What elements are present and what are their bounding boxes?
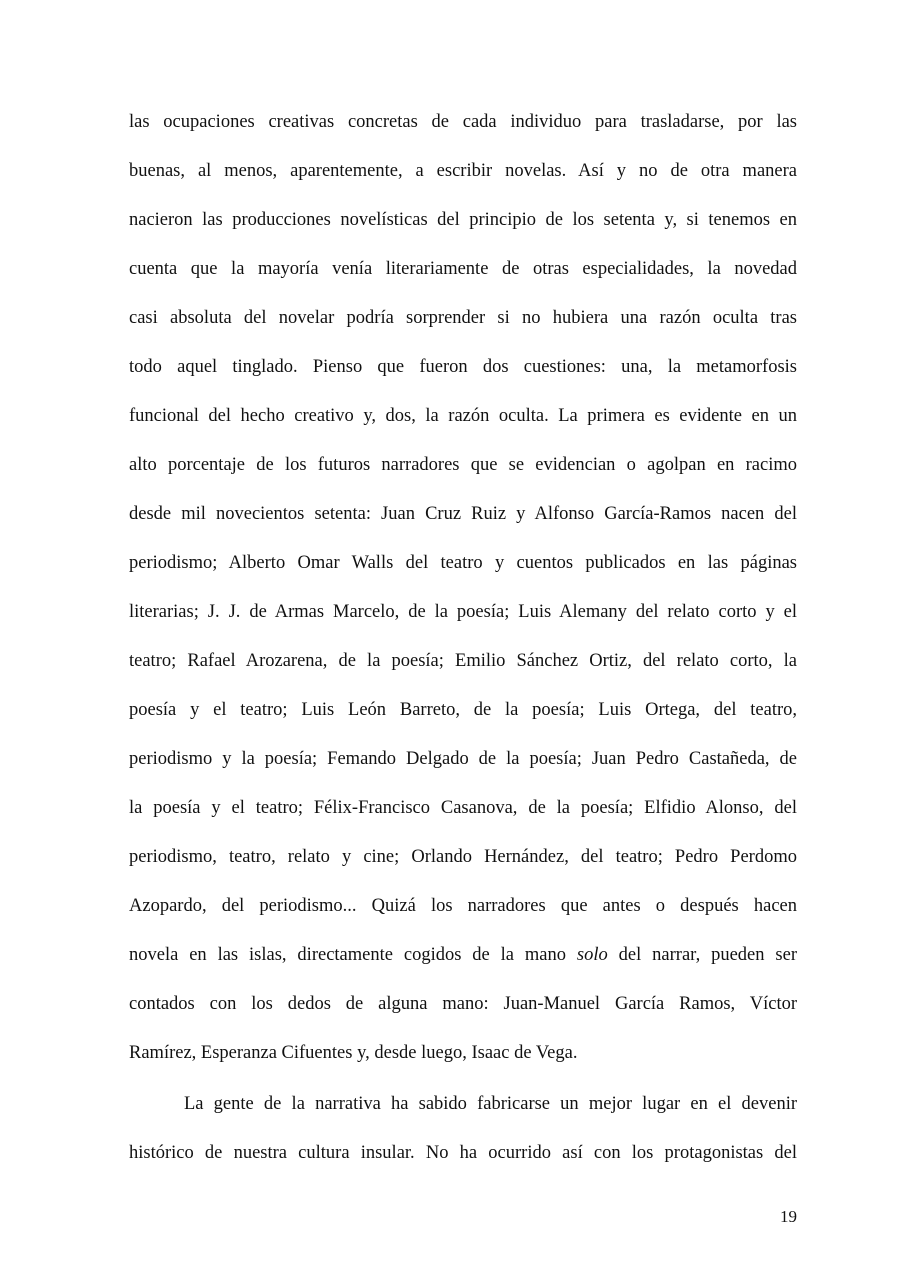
text-line-with-italic — [129, 943, 797, 967]
text-line: funcional del hecho creativo y, dos, la razón oculta. La primera es evidente en un — [129, 406, 797, 426]
paragraph-first-line: La gente de la narrativa ha sabido fabricarse un mejor lugar en el devenir — [184, 1094, 797, 1114]
text-line: teatro; Rafael Arozarena, de la poesía; Emilio Sánchez Ortiz, del relato corto, la — [129, 651, 797, 671]
text-line: Azopardo, del periodismo... Quizá los narradores que antes o después hacen — [129, 896, 797, 916]
text-line: histórico de nuestra cultura insular. No ha ocurrido así con los protagonistas del — [129, 1143, 797, 1163]
text-line: las ocupaciones creativas concretas de cada individuo para trasladarse, por las — [129, 112, 797, 132]
text-line: buenas, al menos, aparentemente, a escribir novelas. Así y no de otra manera — [129, 161, 797, 181]
text-line: periodismo, teatro, relato y cine; Orlando Hernández, del teatro; Pedro Perdomo — [129, 847, 797, 867]
text-line: todo aquel tinglado. Pienso que fueron dos cuestiones: una, la metamorfosis — [129, 357, 797, 377]
page-number: 19 — [780, 1207, 797, 1226]
text-line: nacieron las producciones novelísticas del principio de los setenta y, si tenemos en — [129, 210, 797, 230]
text-line: desde mil novecientos setenta: Juan Cruz Ruiz y Alfonso García-Ramos nacen del — [129, 504, 797, 524]
text-line: casi absoluta del novelar podría sorprender si no hubiera una razón oculta tras — [129, 308, 797, 328]
text-line: periodismo y la poesía; Femando Delgado de la poesía; Juan Pedro Castañeda, de — [129, 749, 797, 769]
text-line: poesía y el teatro; Luis León Barreto, de la poesía; Luis Ortega, del teatro, — [129, 700, 797, 720]
text-segment: del narrar, pueden ser — [607, 945, 797, 965]
text-line: contados con los dedos de alguna mano: Juan-Manuel García Ramos, Víctor — [129, 994, 797, 1014]
text-line: literarias; J. J. de Armas Marcelo, de la poesía; Luis Alemany del relato corto y el — [129, 602, 797, 622]
text-segment: novela en las islas, directamente cogidos de la mano — [129, 945, 577, 965]
text-line: la poesía y el teatro; Félix-Francisco Casanova, de la poesía; Elfidio Alonso, del — [129, 798, 797, 818]
text-line: alto porcentaje de los futuros narradores que se evidencian o agolpan en racimo — [129, 455, 797, 475]
italic-word: solo — [576, 945, 608, 965]
paragraph-last-line: Ramírez, Esperanza Cifuentes y, desde luego, Isaac de Vega. — [129, 1043, 578, 1063]
text-line: cuenta que la mayoría venía literariamente de otras especialidades, la novedad — [129, 259, 797, 279]
text-line: periodismo; Alberto Omar Walls del teatro y cuentos publicados en las páginas — [129, 553, 797, 573]
